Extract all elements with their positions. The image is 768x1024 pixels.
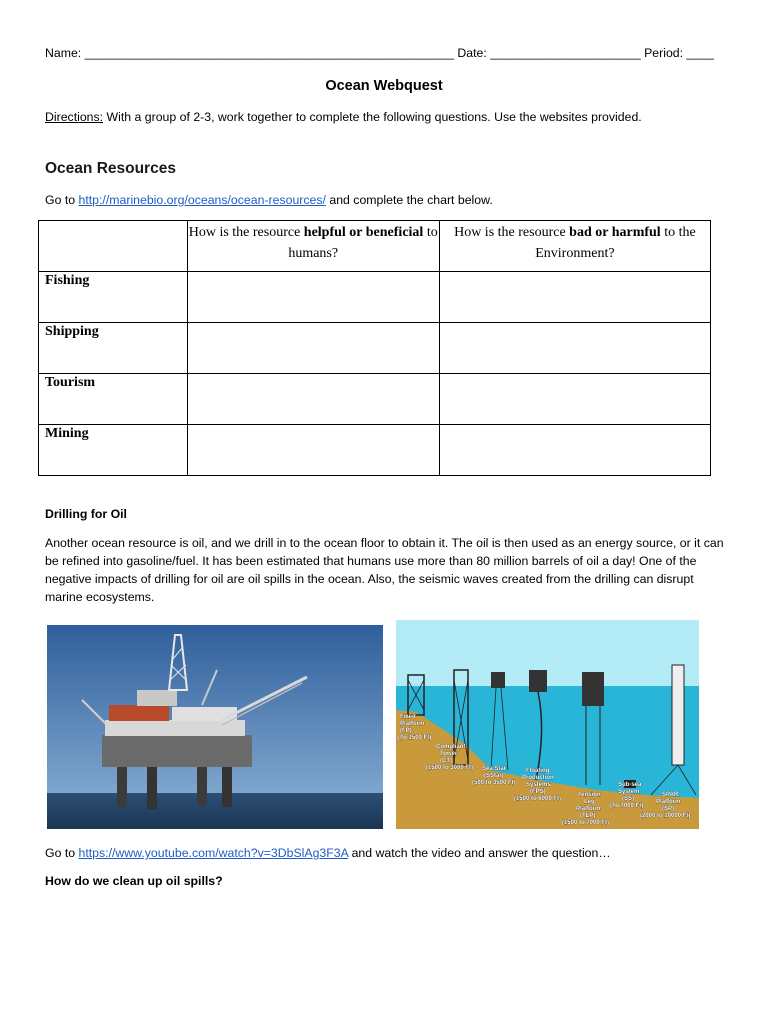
label-tension-leg: Tension Leg Platform (TLP) (1500 to 7000 Ft) bbox=[562, 792, 610, 826]
ocean-resources-heading: Ocean Resources bbox=[45, 160, 176, 177]
goto-suffix: and watch the video and answer the question… bbox=[348, 846, 611, 860]
marinebio-link[interactable]: http://marinebio.org/oceans/ocean-resources/ bbox=[78, 193, 326, 207]
period-label: Period: bbox=[644, 46, 684, 60]
goto-prefix: Go to bbox=[45, 846, 79, 860]
resources-chart-table bbox=[38, 220, 711, 476]
answer-cell[interactable] bbox=[187, 425, 439, 476]
answer-cell[interactable] bbox=[439, 425, 710, 476]
harmful-column-header: How is the resource bad or harmful to the Environment? bbox=[439, 221, 710, 272]
answer-cell[interactable] bbox=[187, 272, 439, 323]
oil-platform-photo bbox=[47, 625, 383, 829]
drilling-heading: Drilling for Oil bbox=[45, 507, 127, 521]
offshore-structures-illustration bbox=[396, 620, 699, 829]
table-row bbox=[39, 374, 711, 425]
date-blank[interactable]: ______________________ bbox=[490, 46, 641, 60]
oil-platform-illustration bbox=[47, 625, 383, 829]
table-header-row bbox=[39, 221, 711, 272]
youtube-link[interactable]: https://www.youtube.com/watch?v=3DbSlAg3F3A bbox=[78, 846, 349, 860]
label-sea-star: Sea Star (SStar) (500 to 3500 Ft) bbox=[472, 766, 516, 786]
header-empty-cell bbox=[39, 221, 188, 272]
name-label: Name: bbox=[45, 46, 82, 60]
label-fixed-platform: Fixed Platform (FP) (To 1500 Ft) bbox=[398, 714, 432, 741]
table-row bbox=[39, 323, 711, 374]
question-oil-spills: How do we clean up oil spills? bbox=[45, 874, 223, 888]
label-floating-production: Floating Production Systems (FPS) (1500 to 6000 Ft) bbox=[514, 768, 562, 802]
table-row bbox=[39, 272, 711, 323]
table-row bbox=[39, 425, 711, 476]
row-label-mining: Mining bbox=[39, 425, 188, 476]
date-label: Date: bbox=[457, 46, 487, 60]
answer-cell[interactable] bbox=[187, 374, 439, 425]
label-spar: SPAR Platform (SP) (2000 to 10000 Ft) bbox=[640, 792, 691, 819]
row-label-shipping: Shipping bbox=[39, 323, 188, 374]
directions-label: Directions: bbox=[45, 110, 104, 124]
label-subsea: Sub-sea System (SS) (To 7000 Ft) bbox=[610, 782, 644, 809]
directions-text: With a group of 2-3, work together to complete the following questions. Use the websites provided. bbox=[103, 110, 642, 124]
drilling-paragraph: Another ocean resource is oil, and we drill in to the ocean floor to obtain it. The oil is then used as an energy source, or it can be refined into gasoline/fuel. It has been estimated that humans use more than 80 million barrels of oil a day! One of the negative impacts of drilling for oil are oil spills in the ocean. Also, the seismic waves created from the drilling can disrupt marine ecosystems. bbox=[45, 536, 724, 604]
helpful-column-header: How is the resource helpful or beneficial to humans? bbox=[187, 221, 439, 272]
period-blank[interactable]: ____ bbox=[686, 46, 714, 60]
goto-prefix: Go to bbox=[45, 193, 79, 207]
name-blank[interactable]: ______________________________________________________ bbox=[84, 46, 454, 60]
row-label-tourism: Tourism bbox=[39, 374, 188, 425]
answer-cell[interactable] bbox=[439, 323, 710, 374]
row-label-fishing: Fishing bbox=[39, 272, 188, 323]
video-instruction bbox=[45, 846, 611, 860]
page-title: Ocean Webquest bbox=[325, 78, 443, 94]
answer-cell[interactable] bbox=[439, 272, 710, 323]
directions bbox=[45, 110, 735, 124]
offshore-platforms-diagram bbox=[396, 620, 699, 829]
answer-cell[interactable] bbox=[439, 374, 710, 425]
header-fields bbox=[45, 46, 725, 60]
answer-cell[interactable] bbox=[187, 323, 439, 374]
resources-instruction bbox=[45, 193, 493, 207]
label-compliant-tower: Compliant Tower (CT) (1500 to 3000 Ft) bbox=[426, 744, 474, 771]
goto-suffix: and complete the chart below. bbox=[325, 193, 493, 207]
